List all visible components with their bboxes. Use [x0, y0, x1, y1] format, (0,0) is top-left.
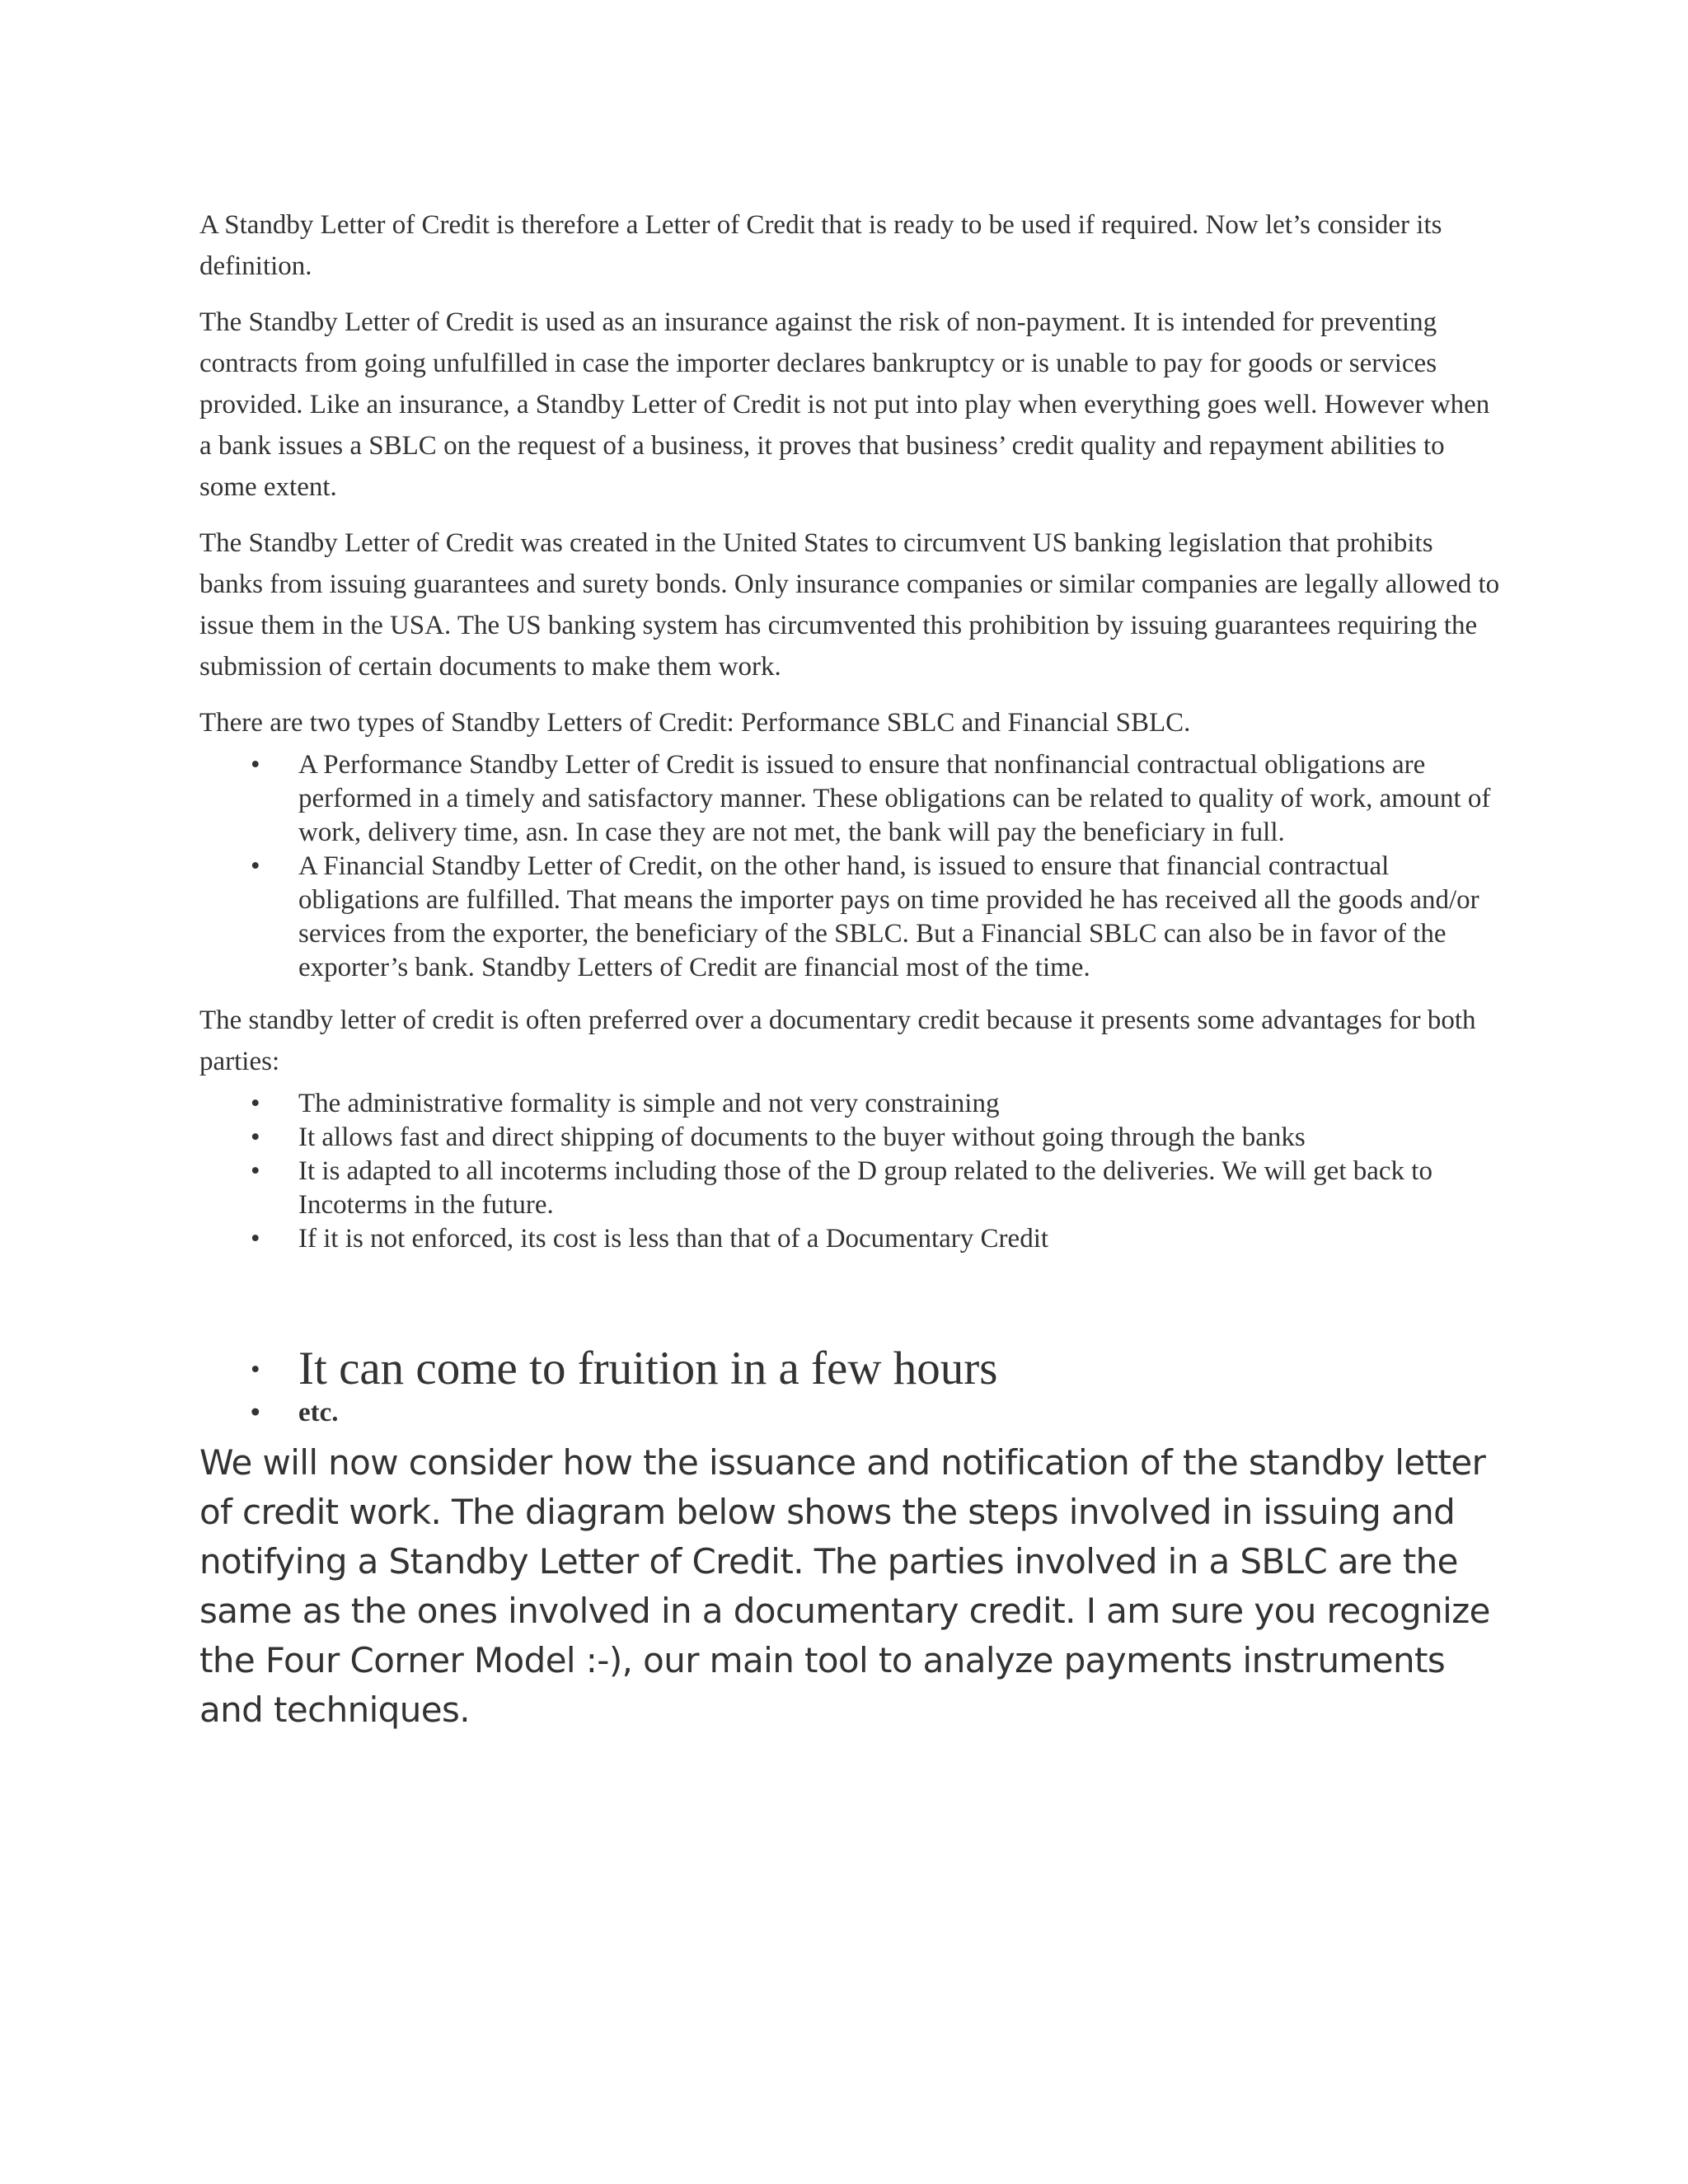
paragraph-advantages-intro: The standby letter of credit is often preferred over a documentary credit because it presents some advantages for both parties: — [199, 1005, 1476, 1076]
list-item — [199, 1222, 1502, 1256]
bullet-icon: • — [251, 1156, 260, 1186]
bullet-icon: • — [251, 851, 260, 881]
list-item-text: A Performance Standby Letter of Credit is issued to ensure that nonfinancial contractual obligations are performed in a timely and satisfactory manner. These obligations can be related to quality of work, amount of work, delivery time, asn. In case they are not met, the bank will pay the beneficiary in full. — [298, 750, 1491, 847]
list-item-text: It is adapted to all incoterms including those of the D group related to the deliveries. We will get back to Incoterms in the future. — [298, 1156, 1432, 1220]
advantages-list — [199, 1087, 1502, 1256]
paragraph-issuance: We will now consider how the issuance and notification of the standby letter of credit work. The diagram below shows the steps involved in issuing and notifying a Standby Letter of Credit. The parties involved in a SBLC are the same as the ones involved in a documentary credit. I am sure you recognize the Four Corner Model :-), our main tool to analyze payments instruments and techniques. — [199, 1442, 1490, 1730]
list-item — [199, 1121, 1502, 1155]
list-item-text: If it is not enforced, its cost is less than that of a Documentary Credit — [298, 1224, 1049, 1254]
list-item-text: It can come to fruition in a few hours — [298, 1343, 998, 1394]
list-item-text: A Financial Standby Letter of Credit, on the other hand, is issued to ensure that financial contractual obligations are fulfilled. That means the importer pays on time provided he has received all the goods and/or services from the exporter, the beneficiary of the SBLC. But a Financial SBLC can also be in favor of the exporter’s bank. Standby Letters of Credit are financial most of the time. — [298, 851, 1479, 982]
list-item — [199, 1341, 1502, 1397]
list-item-text: etc. — [298, 1398, 339, 1427]
list-item-text: The administrative formality is simple and not very constraining — [298, 1089, 1000, 1118]
list-item-text: It allows fast and direct shipping of documents to the buyer without going through the banks — [298, 1122, 1306, 1152]
bullet-icon: • — [251, 1224, 260, 1254]
bullet-icon: • — [251, 1122, 260, 1152]
list-item — [199, 1087, 1502, 1121]
list-item — [199, 850, 1502, 985]
paragraph-types-intro: There are two types of Standby Letters of Credit: Performance SBLC and Financial SBLC. — [199, 708, 1191, 738]
list-item — [199, 1397, 1502, 1428]
bullet-icon: • — [251, 1398, 260, 1427]
bullet-icon: • — [251, 1089, 260, 1118]
bullet-icon: • — [251, 1355, 260, 1385]
list-item — [199, 748, 1502, 850]
document-page — [199, 204, 1502, 1735]
list-item — [199, 1155, 1502, 1222]
paragraph-history: The Standby Letter of Credit was created in the United States to circumvent US banking legislation that prohibits banks from issuing guarantees and surety bonds. Only insurance companies or similar companies are legally allowed to issue them in the USA. The US banking system has circumvented this prohibition by issuing guarantees requiring the submission of certain documents to make them work. — [199, 528, 1500, 682]
paragraph-insurance: The Standby Letter of Credit is used as an insurance against the risk of non-payment. It is intended for preventing contracts from going unfulfilled in case the importer declares bankruptcy or is unable to pay for goods or services provided. Like an insurance, a Standby Letter of Credit is not put into play when everything goes well. However when a bank issues a SBLC on the request of a business, it proves that business’ credit quality and repayment abilities to some extent. — [199, 307, 1490, 502]
extra-list — [199, 1341, 1502, 1428]
bullet-icon: • — [251, 750, 260, 780]
types-list — [199, 748, 1502, 985]
paragraph-definition-intro: A Standby Letter of Credit is therefore a Letter of Credit that is ready to be used if required. Now let’s consider its definition. — [199, 210, 1442, 281]
spacer — [199, 1271, 1502, 1341]
